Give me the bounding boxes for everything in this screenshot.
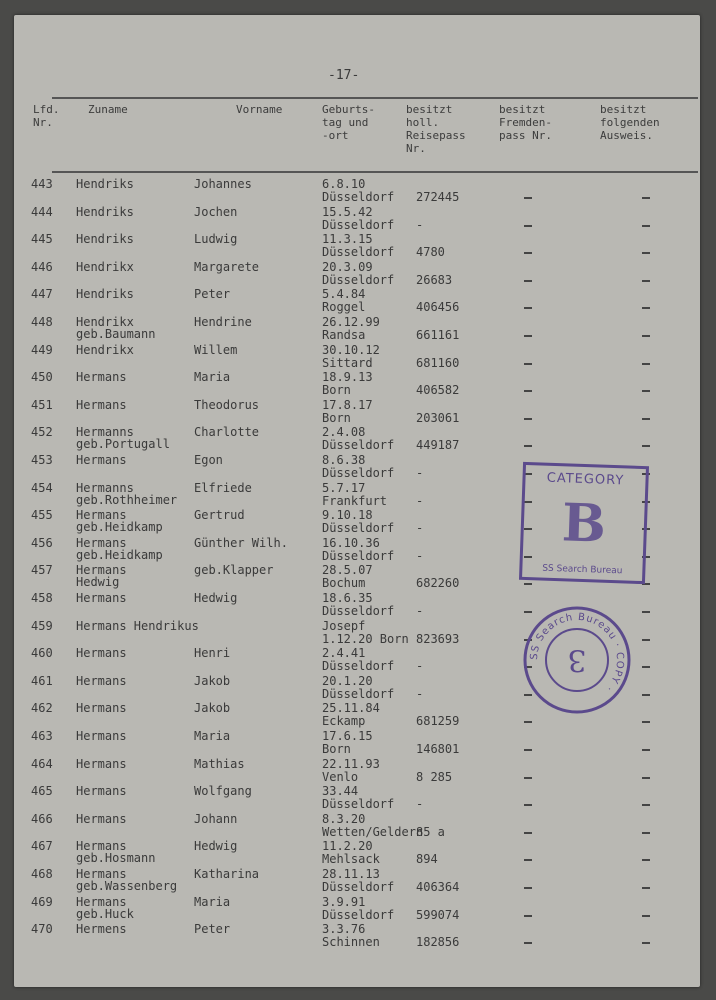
header-zuname: Zuname — [88, 103, 128, 116]
row-number: 443 — [31, 177, 53, 191]
row-surname: Hermans — [76, 453, 127, 467]
row-birth-date: 15.5.42 — [322, 204, 373, 219]
row-surname: Hermans — [76, 370, 127, 385]
row-surname: Hendrikx — [76, 259, 134, 274]
row-alien-pass-dash — [524, 832, 532, 834]
row-surname: Hermans — [76, 591, 127, 605]
row-number: 448 — [31, 315, 53, 329]
row-birth-place: 1.12.20 Born — [322, 631, 409, 646]
row-number: 461 — [31, 673, 53, 688]
row-alien-pass-dash — [524, 197, 532, 199]
row-birth-place: Düsseldorf — [322, 466, 395, 480]
row-id-dash — [642, 915, 650, 917]
copy-stamp — [521, 606, 633, 714]
row-birth-date: 20.1.20 — [322, 673, 373, 688]
row-passport-number: - — [416, 797, 424, 812]
row-number: 464 — [31, 756, 53, 771]
row-birth-date: Josepf — [322, 618, 366, 633]
row-number: 458 — [31, 591, 53, 605]
row-passport-number: 272445 — [416, 190, 460, 204]
row-number: 444 — [31, 204, 53, 219]
row-passport-number: 681160 — [416, 355, 460, 370]
category-stamp-title: CATEGORY — [546, 470, 625, 489]
row-alien-pass-dash — [524, 280, 532, 282]
row-birth-place: Düsseldorf — [322, 907, 395, 922]
row-number: 466 — [31, 811, 53, 826]
row-surname: Hermans — [76, 784, 127, 799]
row-birth-date: 3.9.91 — [322, 894, 366, 909]
row-passport-number: - — [416, 217, 424, 232]
row-surname: Hermens — [76, 922, 127, 937]
row-id-dash — [642, 749, 650, 751]
row-birth-place: Eckamp — [322, 714, 366, 729]
row-surname: Hermans — [76, 756, 127, 771]
row-first-name: Willem — [194, 342, 238, 357]
header-reisepass: besitzt holl. Reisepass Nr. — [406, 103, 466, 155]
row-number: 456 — [31, 535, 53, 550]
row-id-dash — [642, 721, 650, 723]
row-first-name: Katharina — [194, 867, 260, 881]
row-surname: Hermans — [76, 839, 127, 854]
row-birth-place: Wetten/Geldern — [322, 824, 424, 839]
row-passport-number: 894 — [416, 852, 438, 867]
row-alien-pass-dash — [524, 887, 532, 889]
row-id-dash — [642, 418, 650, 420]
row-id-dash — [642, 225, 650, 227]
row-surname: Hermanns — [76, 480, 134, 495]
header-bottom-rule — [52, 171, 698, 173]
row-id-dash — [642, 280, 650, 282]
row-number: 451 — [31, 397, 53, 412]
row-birth-date: 28.5.07 — [322, 563, 373, 578]
row-first-name: Maria — [194, 370, 231, 385]
row-surname-extra: Hedwig — [76, 575, 120, 590]
row-birth-place: Düsseldorf — [322, 659, 395, 674]
row-surname: Hermans — [76, 729, 127, 743]
row-number: 470 — [31, 922, 53, 937]
row-surname: Hermans — [76, 563, 127, 578]
row-first-name: Wolfgang — [194, 784, 252, 799]
row-surname: Hendriks — [76, 287, 134, 302]
row-surname-extra: geb.Heidkamp — [76, 520, 163, 535]
row-birth-place: Düsseldorf — [322, 604, 395, 618]
row-first-name: Peter — [194, 922, 231, 937]
row-birth-date: 11.2.20 — [322, 839, 373, 854]
row-number: 469 — [31, 894, 53, 909]
row-id-dash — [642, 639, 650, 641]
row-number: 460 — [31, 646, 53, 661]
row-first-name: Hedwig — [194, 839, 238, 854]
row-alien-pass-dash — [524, 363, 532, 365]
row-surname-extra: geb.Hosmann — [76, 851, 156, 866]
row-surname: Hendriks — [76, 232, 134, 247]
row-passport-number: - — [416, 466, 424, 480]
row-id-dash — [642, 777, 650, 779]
row-number: 450 — [31, 370, 53, 385]
row-birth-date: 18.9.13 — [322, 370, 373, 385]
row-alien-pass-dash — [524, 859, 532, 861]
row-passport-number: 406456 — [416, 300, 460, 315]
row-birth-date: 5.7.17 — [322, 480, 366, 495]
row-alien-pass-dash — [524, 777, 532, 779]
category-stamp-letter: B — [560, 492, 608, 555]
row-first-name: Maria — [194, 894, 231, 909]
row-id-dash — [642, 363, 650, 365]
row-alien-pass-dash — [524, 252, 532, 254]
row-birth-date: 17.6.15 — [322, 729, 373, 743]
row-first-name: Theodorus — [194, 397, 260, 412]
row-passport-number: - — [416, 521, 424, 536]
row-birth-place: Randsa — [322, 328, 366, 342]
row-birth-date: 11.3.15 — [322, 232, 373, 247]
row-id-dash — [642, 335, 650, 337]
row-alien-pass-dash — [524, 721, 532, 723]
row-id-dash — [642, 445, 650, 447]
row-passport-number: 682260 — [416, 576, 460, 591]
row-first-name: Hendrine — [194, 315, 252, 329]
row-surname-extra: geb.Portugall — [76, 437, 170, 452]
row-passport-number: 182856 — [416, 935, 460, 950]
row-birth-place: Düsseldorf — [322, 245, 395, 260]
row-passport-number: 449187 — [416, 438, 460, 453]
row-alien-pass-dash — [524, 942, 532, 944]
row-number: 454 — [31, 480, 53, 495]
row-number: 457 — [31, 563, 53, 578]
row-id-dash — [642, 611, 650, 613]
row-birth-date: 28.11.13 — [322, 867, 380, 881]
row-birth-date: 30.10.12 — [322, 342, 380, 357]
row-birth-place: Frankfurt — [322, 493, 388, 508]
row-passport-number: 599074 — [416, 907, 460, 922]
page-number: -17- — [328, 68, 360, 83]
row-passport-number: - — [416, 548, 424, 563]
row-passport-number: 681259 — [416, 714, 460, 729]
row-number: 445 — [31, 232, 53, 247]
category-stamp — [519, 462, 649, 584]
row-first-name: geb.Klapper — [194, 563, 274, 578]
row-surname: Hermans — [76, 894, 127, 909]
row-surname: Hermanns — [76, 425, 134, 440]
row-birth-date: 26.12.99 — [322, 315, 380, 329]
row-first-name: Jakob — [194, 701, 231, 716]
row-passport-number: - — [416, 686, 424, 701]
row-passport-number: 85 a — [416, 824, 445, 839]
category-stamp-footer: SS Search Bureau — [542, 563, 623, 577]
row-first-name: Hedwig — [194, 591, 238, 605]
row-passport-number: 406582 — [416, 383, 460, 398]
row-surname-extra: geb.Baumann — [76, 327, 156, 341]
row-number: 449 — [31, 342, 53, 357]
row-birth-date: 33.44 — [322, 784, 359, 799]
row-first-name: Gertrud — [194, 508, 245, 523]
row-id-dash — [642, 307, 650, 309]
row-birth-date: 9.10.18 — [322, 508, 373, 523]
row-first-name: Egon — [194, 453, 223, 467]
row-passport-number: - — [416, 659, 424, 674]
row-surname: Hermans — [76, 508, 127, 523]
row-id-dash — [642, 887, 650, 889]
row-number: 459 — [31, 618, 53, 633]
row-id-dash — [642, 832, 650, 834]
row-birth-place: Düsseldorf — [322, 548, 395, 563]
row-birth-date: 8.6.38 — [322, 453, 366, 467]
row-first-name: Henri — [194, 646, 231, 661]
row-birth-place: Düsseldorf — [322, 521, 395, 536]
row-birth-date: 6.8.10 — [322, 177, 366, 191]
row-passport-number: 203061 — [416, 410, 460, 425]
row-birth-place: Düsseldorf — [322, 272, 395, 287]
row-alien-pass-dash — [524, 225, 532, 227]
row-alien-pass-dash — [524, 583, 532, 585]
row-birth-place: Roggel — [322, 300, 366, 315]
row-id-dash — [642, 942, 650, 944]
row-id-dash — [642, 197, 650, 199]
row-number: 455 — [31, 508, 53, 523]
row-number: 468 — [31, 867, 53, 881]
row-birth-place: Schinnen — [322, 935, 380, 950]
row-number: 463 — [31, 729, 53, 743]
row-first-name: Peter — [194, 287, 231, 302]
row-first-name: Margarete — [194, 259, 260, 274]
row-alien-pass-dash — [524, 445, 532, 447]
row-alien-pass-dash — [524, 915, 532, 917]
row-surname: Hermans Hendrikus — [76, 618, 199, 633]
row-birth-date: 16.10.36 — [322, 535, 380, 550]
row-number: 465 — [31, 784, 53, 799]
header-geburt: Geburts- tag und -ort — [322, 103, 375, 142]
row-surname: Hermans — [76, 646, 127, 661]
row-surname: Hendrikx — [76, 342, 134, 357]
row-passport-number: 661161 — [416, 328, 460, 342]
row-passport-number: 4780 — [416, 245, 445, 260]
row-birth-place: Venlo — [322, 769, 359, 784]
row-id-dash — [642, 390, 650, 392]
row-birth-place: Sittard — [322, 355, 373, 370]
row-surname-extra: geb.Heidkamp — [76, 547, 163, 562]
header-fremdenpass: besitzt Fremden- pass Nr. — [499, 103, 552, 142]
row-birth-place: Born — [322, 383, 351, 398]
row-id-dash — [642, 804, 650, 806]
row-passport-number: 146801 — [416, 742, 460, 756]
row-number: 453 — [31, 453, 53, 467]
row-passport-number: 823693 — [416, 631, 460, 646]
row-first-name: Charlotte — [194, 425, 260, 440]
header-ausweis: besitzt folgenden Ausweis. — [600, 103, 660, 142]
row-passport-number: 26683 — [416, 272, 453, 287]
row-first-name: Elfriede — [194, 480, 252, 495]
header-lfd-nr: Lfd. Nr. — [33, 103, 60, 129]
row-id-dash — [642, 859, 650, 861]
row-alien-pass-dash — [524, 307, 532, 309]
copy-stamp-number: 3 — [567, 642, 587, 677]
row-surname: Hendriks — [76, 177, 134, 191]
row-birth-date: 2.4.08 — [322, 425, 366, 440]
row-birth-date: 25.11.84 — [322, 701, 380, 716]
row-first-name: Jakob — [194, 673, 231, 688]
copy-stamp-ring-text: SS Search Bureau · COPY · — [528, 611, 626, 694]
row-birth-place: Bochum — [322, 576, 366, 591]
row-number: 462 — [31, 701, 53, 716]
row-birth-place: Düsseldorf — [322, 438, 395, 453]
row-first-name: Maria — [194, 729, 231, 743]
row-alien-pass-dash — [524, 335, 532, 337]
row-first-name: Johann — [194, 811, 238, 826]
row-surname: Hermans — [76, 701, 127, 716]
row-first-name: Johannes — [194, 177, 252, 191]
row-birth-place: Düsseldorf — [322, 190, 395, 204]
row-id-dash — [642, 252, 650, 254]
row-birth-date: 2.4.41 — [322, 646, 366, 661]
row-birth-date: 20.3.09 — [322, 259, 373, 274]
row-alien-pass-dash — [524, 804, 532, 806]
row-surname: Hendrikx — [76, 315, 134, 329]
row-id-dash — [642, 694, 650, 696]
row-surname: Hermans — [76, 811, 127, 826]
header-top-rule — [52, 97, 698, 99]
row-number: 447 — [31, 287, 53, 302]
row-birth-date: 18.6.35 — [322, 591, 373, 605]
row-first-name: Ludwig — [194, 232, 238, 247]
row-passport-number: - — [416, 604, 424, 618]
row-birth-place: Born — [322, 410, 351, 425]
row-birth-place: Düsseldorf — [322, 217, 395, 232]
row-alien-pass-dash — [524, 418, 532, 420]
row-birth-place: Düsseldorf — [322, 880, 395, 894]
row-passport-number: 8 285 — [416, 769, 453, 784]
row-first-name: Mathias — [194, 756, 245, 771]
row-surname: Hendriks — [76, 204, 134, 219]
row-surname: Hermans — [76, 397, 127, 412]
row-birth-date: 8.3.20 — [322, 811, 366, 826]
row-alien-pass-dash — [524, 749, 532, 751]
row-passport-number: 406364 — [416, 880, 460, 894]
row-surname-extra: geb.Wassenberg — [76, 879, 178, 893]
row-id-dash — [642, 666, 650, 668]
row-surname-extra: geb.Rothheimer — [76, 492, 178, 507]
row-surname: Hermans — [76, 535, 127, 550]
row-surname-extra: geb.Huck — [76, 906, 134, 921]
row-birth-place: Düsseldorf — [322, 797, 395, 812]
row-passport-number: - — [416, 493, 424, 508]
row-number: 452 — [31, 425, 53, 440]
row-surname: Hermans — [76, 673, 127, 688]
row-birth-date: 3.3.76 — [322, 922, 366, 937]
row-number: 446 — [31, 259, 53, 274]
row-birth-date: 17.8.17 — [322, 397, 373, 412]
row-birth-place: Düsseldorf — [322, 686, 395, 701]
row-alien-pass-dash — [524, 390, 532, 392]
row-surname: Hermans — [76, 867, 127, 881]
row-birth-date: 5.4.84 — [322, 287, 366, 302]
row-birth-place: Mehlsack — [322, 852, 380, 867]
row-birth-place: Born — [322, 742, 351, 756]
row-birth-date: 22.11.93 — [322, 756, 380, 771]
row-number: 467 — [31, 839, 53, 854]
header-vorname: Vorname — [236, 103, 283, 116]
row-first-name: Günther Wilh. — [194, 535, 288, 550]
row-first-name: Jochen — [194, 204, 238, 219]
